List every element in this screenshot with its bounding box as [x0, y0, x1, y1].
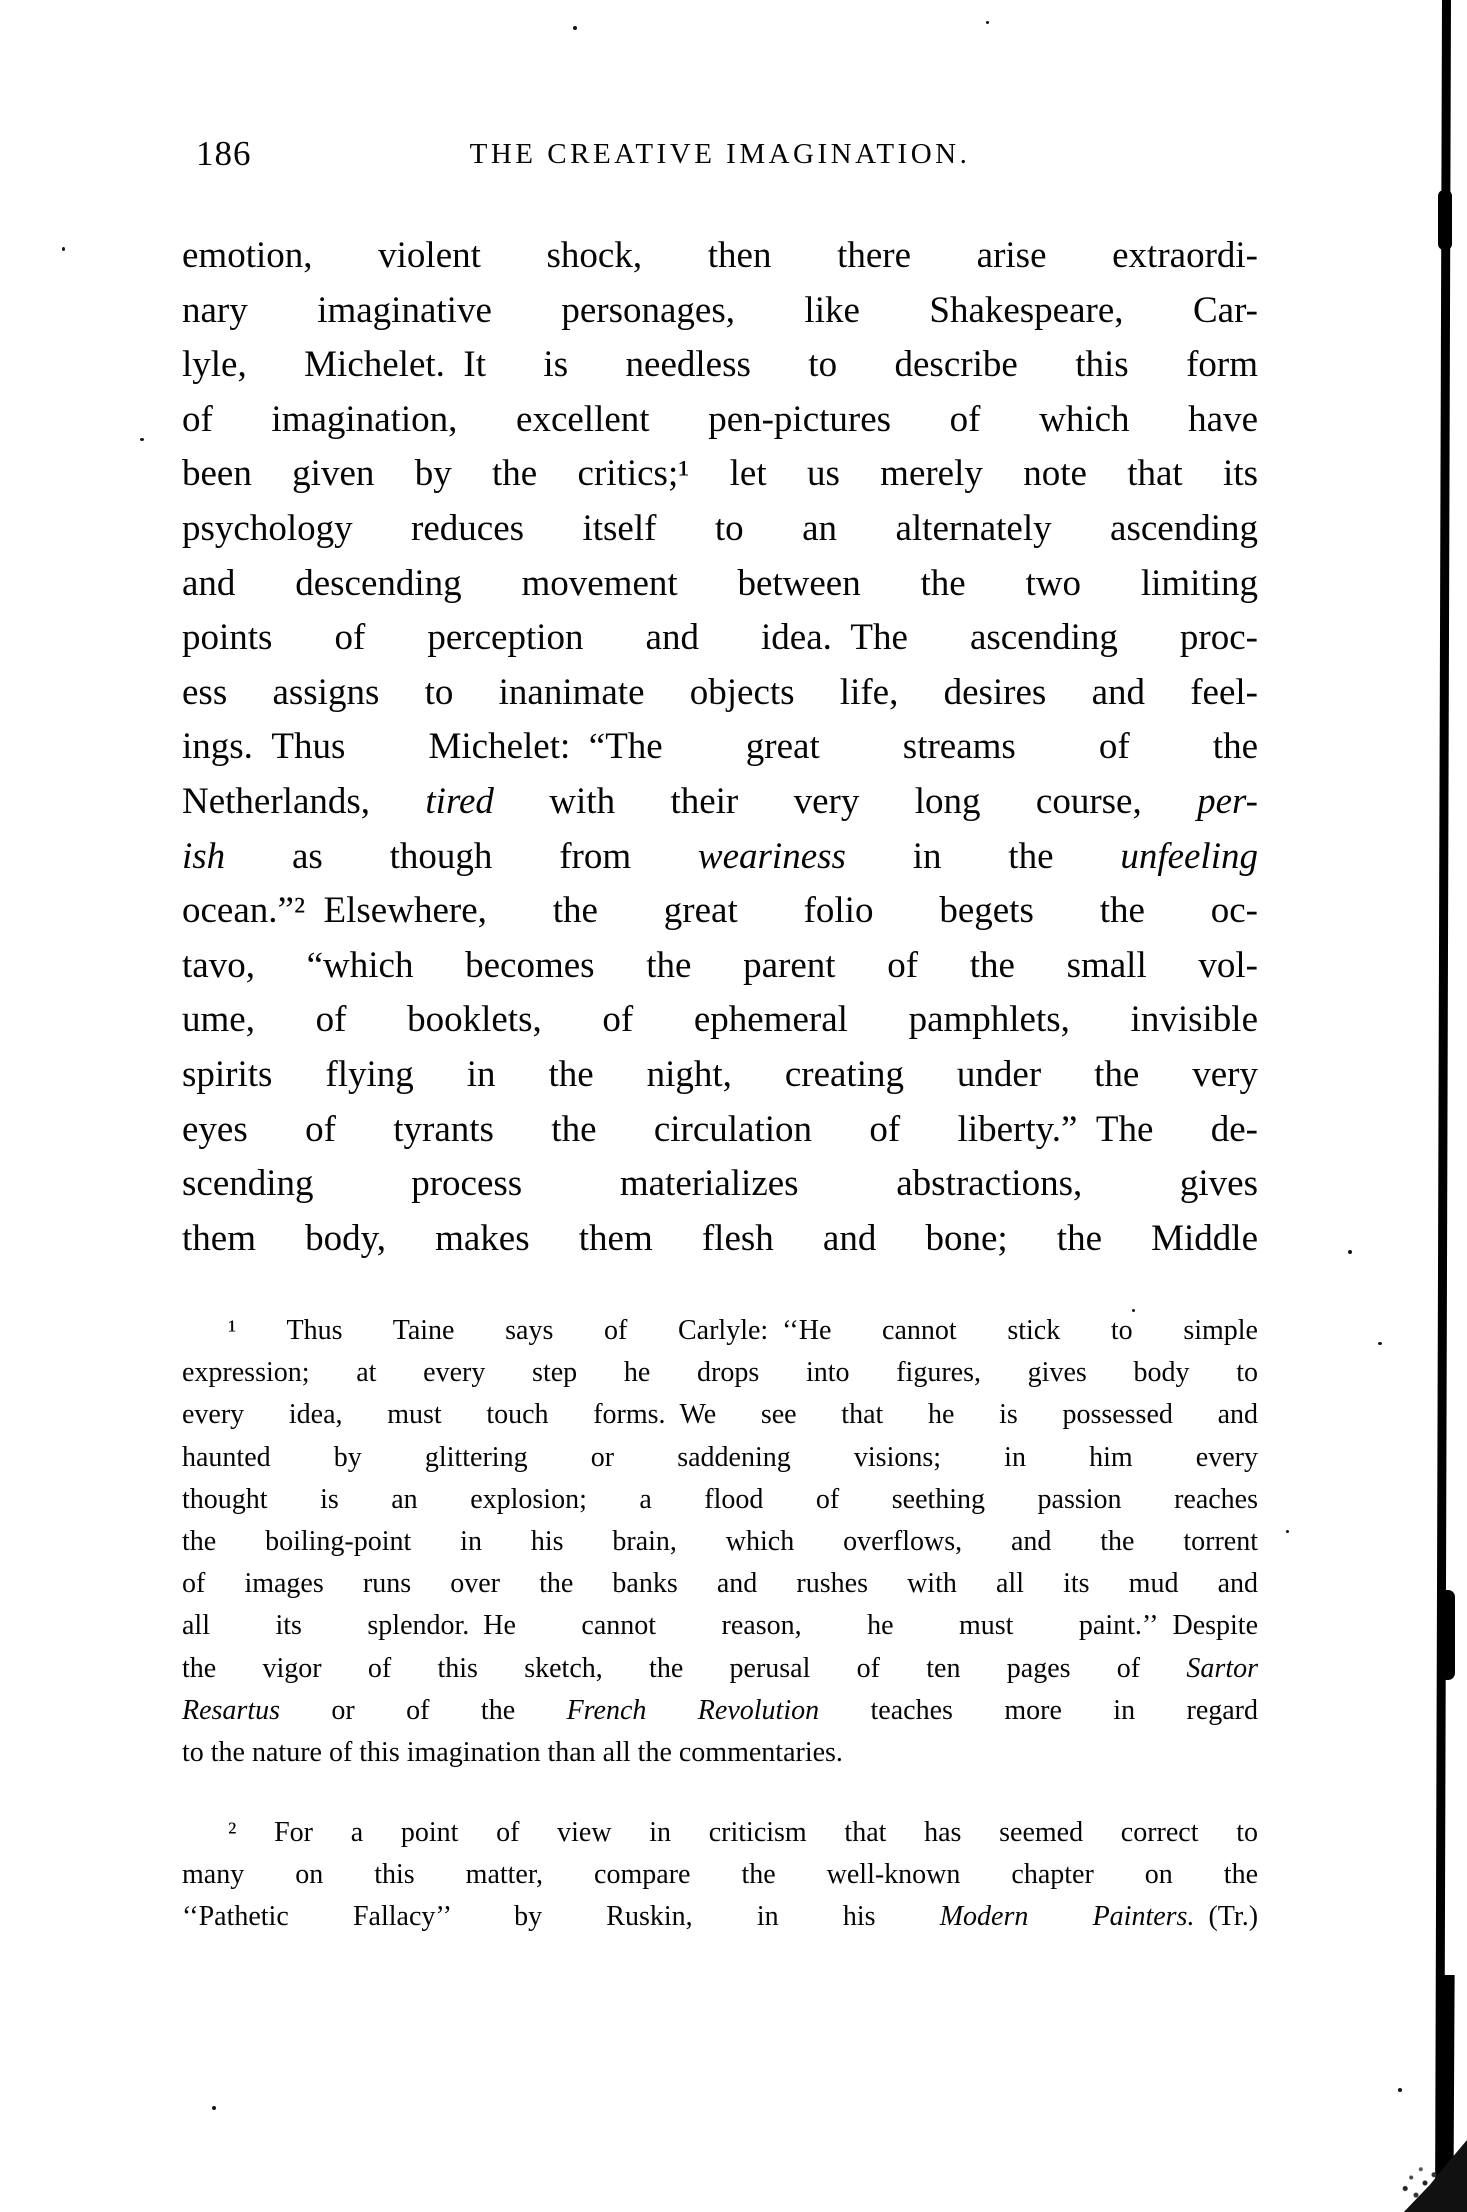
- text-line: [182, 1394, 1258, 1436]
- text-segment: spirits flying in the night, creating under the very: [182, 1053, 1258, 1095]
- text-segment: ocean.”² Elsewhere, the great folio begets the oc-: [182, 890, 1258, 932]
- italic-text-segment: Sartor: [1186, 1652, 1258, 1684]
- text-segment: to the nature of this imagination than all the commentaries.: [182, 1737, 843, 1769]
- text-line: [182, 775, 1258, 830]
- text-segment: ‘‘Pathetic Fallacy’’ by Ruskin, in his: [182, 1901, 940, 1933]
- text-line: [182, 993, 1258, 1048]
- text-segment: the boiling-point in his brain, which overflows, and the torrent: [182, 1526, 1258, 1558]
- italic-text-segment: tired: [425, 780, 494, 822]
- italic-text-segment: unfeeling: [1120, 835, 1258, 877]
- scan-speck: [62, 247, 65, 251]
- text-segment: of images runs over the banks and rushes with all its mud and: [182, 1568, 1258, 1600]
- text-segment: (Tr.): [1194, 1901, 1259, 1933]
- text-line: [182, 557, 1258, 612]
- text-segment: of imagination, excellent pen-pictures of which have: [182, 398, 1258, 440]
- text-segment: thought is an explosion; a flood of seething passion reaches: [182, 1483, 1258, 1515]
- text-line: [182, 502, 1258, 557]
- text-segment: lyle, Michelet. It is needless to describe this form: [182, 344, 1258, 386]
- text-segment: in the: [845, 835, 1121, 877]
- text-segment: with their very long course,: [493, 780, 1198, 822]
- footnote-1: [182, 1310, 1258, 1774]
- text-segment: tavo, “which becomes the parent of the small vol-: [182, 944, 1258, 986]
- italic-text-segment: ish: [182, 835, 226, 877]
- text-segment: or of the: [280, 1694, 567, 1726]
- text-segment: expression; at every step he drops into figures, gives body to: [182, 1357, 1258, 1389]
- text-segment: the vigor of this sketch, the perusal of ten pages of: [182, 1652, 1187, 1684]
- text-segment: as though from: [225, 835, 698, 877]
- text-segment: scending process materializes abstractions, gives: [182, 1163, 1258, 1205]
- body-text: [182, 229, 1258, 1266]
- text-line: [182, 1521, 1258, 1563]
- scan-speck: [1132, 1309, 1135, 1312]
- text-line: [182, 884, 1258, 939]
- text-line: [182, 1103, 1258, 1158]
- text-line: [182, 939, 1258, 994]
- text-segment: ² For a point of view in criticism that has seemed correct to: [228, 1817, 1258, 1848]
- text-segment: nary imaginative personages, like Shakespeare, Car-: [182, 289, 1258, 331]
- scan-speck: [986, 21, 989, 24]
- text-line: [182, 1157, 1258, 1212]
- text-segment: points of perception and idea. The ascending proc-: [182, 617, 1258, 659]
- text-line: [182, 1310, 1258, 1352]
- page-number: 186: [196, 134, 252, 173]
- text-line: [182, 1812, 1258, 1854]
- text-segment: been given by the critics;¹ let us merely note that its: [182, 453, 1258, 495]
- scan-speck: [140, 438, 144, 441]
- scan-speck: [212, 2106, 216, 2110]
- italic-text-segment: per-: [1197, 780, 1258, 822]
- text-segment: ¹ Thus Taine says of Carlyle: ‘‘He cannot stick to simple: [228, 1315, 1258, 1346]
- text-line: [182, 1605, 1258, 1647]
- text-line: [182, 1690, 1258, 1732]
- page-header: [182, 132, 1258, 176]
- text-segment: ings. Thus Michelet: “The great streams of the: [182, 726, 1258, 768]
- text-segment: them body, makes them flesh and bone; the Middle: [182, 1217, 1258, 1259]
- text-line: [182, 1648, 1258, 1690]
- text-segment: ume, of booklets, of ephemeral pamphlets, invisible: [182, 999, 1258, 1041]
- text-line: [182, 1563, 1258, 1605]
- scan-speck: [1398, 2088, 1402, 2092]
- text-line: [182, 720, 1258, 775]
- text-line: [182, 830, 1258, 885]
- text-line: [182, 229, 1258, 284]
- text-segment: psychology reduces itself to an alternately ascending: [182, 507, 1258, 549]
- italic-text-segment: weariness: [697, 835, 846, 877]
- italic-text-segment: Resartus: [182, 1694, 280, 1726]
- text-line: [182, 1732, 1258, 1774]
- text-line: [182, 666, 1258, 721]
- scan-edge-bump: [1440, 1590, 1455, 1680]
- text-line: [182, 1896, 1258, 1938]
- text-segment: ess assigns to inanimate objects life, desires and feel-: [182, 671, 1258, 713]
- scan-speck: [1286, 1530, 1289, 1533]
- scan-speck: [1348, 1250, 1352, 1254]
- text-segment: every idea, must touch forms. We see that he is possessed and: [182, 1399, 1258, 1431]
- scan-speck: [1378, 1342, 1382, 1345]
- text-line: [182, 1437, 1258, 1479]
- text-line: [182, 447, 1258, 502]
- text-segment: and descending movement between the two limiting: [182, 562, 1258, 604]
- text-segment: emotion, violent shock, then there arise extraordi-: [182, 235, 1258, 276]
- text-segment: Netherlands,: [182, 780, 426, 822]
- text-line: [182, 1352, 1258, 1394]
- text-segment: haunted by glittering or saddening visions; in him every: [182, 1441, 1258, 1473]
- text-line: [182, 1854, 1258, 1896]
- text-line: [182, 393, 1258, 448]
- text-line: [182, 338, 1258, 393]
- text-line: [182, 1048, 1258, 1103]
- italic-text-segment: Modern Painters.: [939, 1901, 1195, 1933]
- italic-text-segment: French Revolution: [566, 1694, 820, 1726]
- text-line: [182, 611, 1258, 666]
- text-line: [182, 284, 1258, 339]
- text-line: [182, 1479, 1258, 1521]
- running-title: THE CREATIVE IMAGINATION.: [469, 138, 971, 170]
- text-segment: teaches more in regard: [819, 1694, 1259, 1726]
- text-segment: all its splendor. He cannot reason, he must paint.’’ Despite: [182, 1610, 1258, 1642]
- text-segment: eyes of tyrants the circulation of liberty.” The de-: [182, 1108, 1258, 1150]
- scan-speck: [573, 26, 577, 30]
- text-segment: many on this matter, compare the well-known chapter on the: [182, 1859, 1258, 1891]
- footnote-2: [182, 1812, 1258, 1939]
- scan-edge-bump: [1438, 190, 1452, 250]
- scan-edge-line: [1435, 0, 1451, 2212]
- text-line: [182, 1212, 1258, 1267]
